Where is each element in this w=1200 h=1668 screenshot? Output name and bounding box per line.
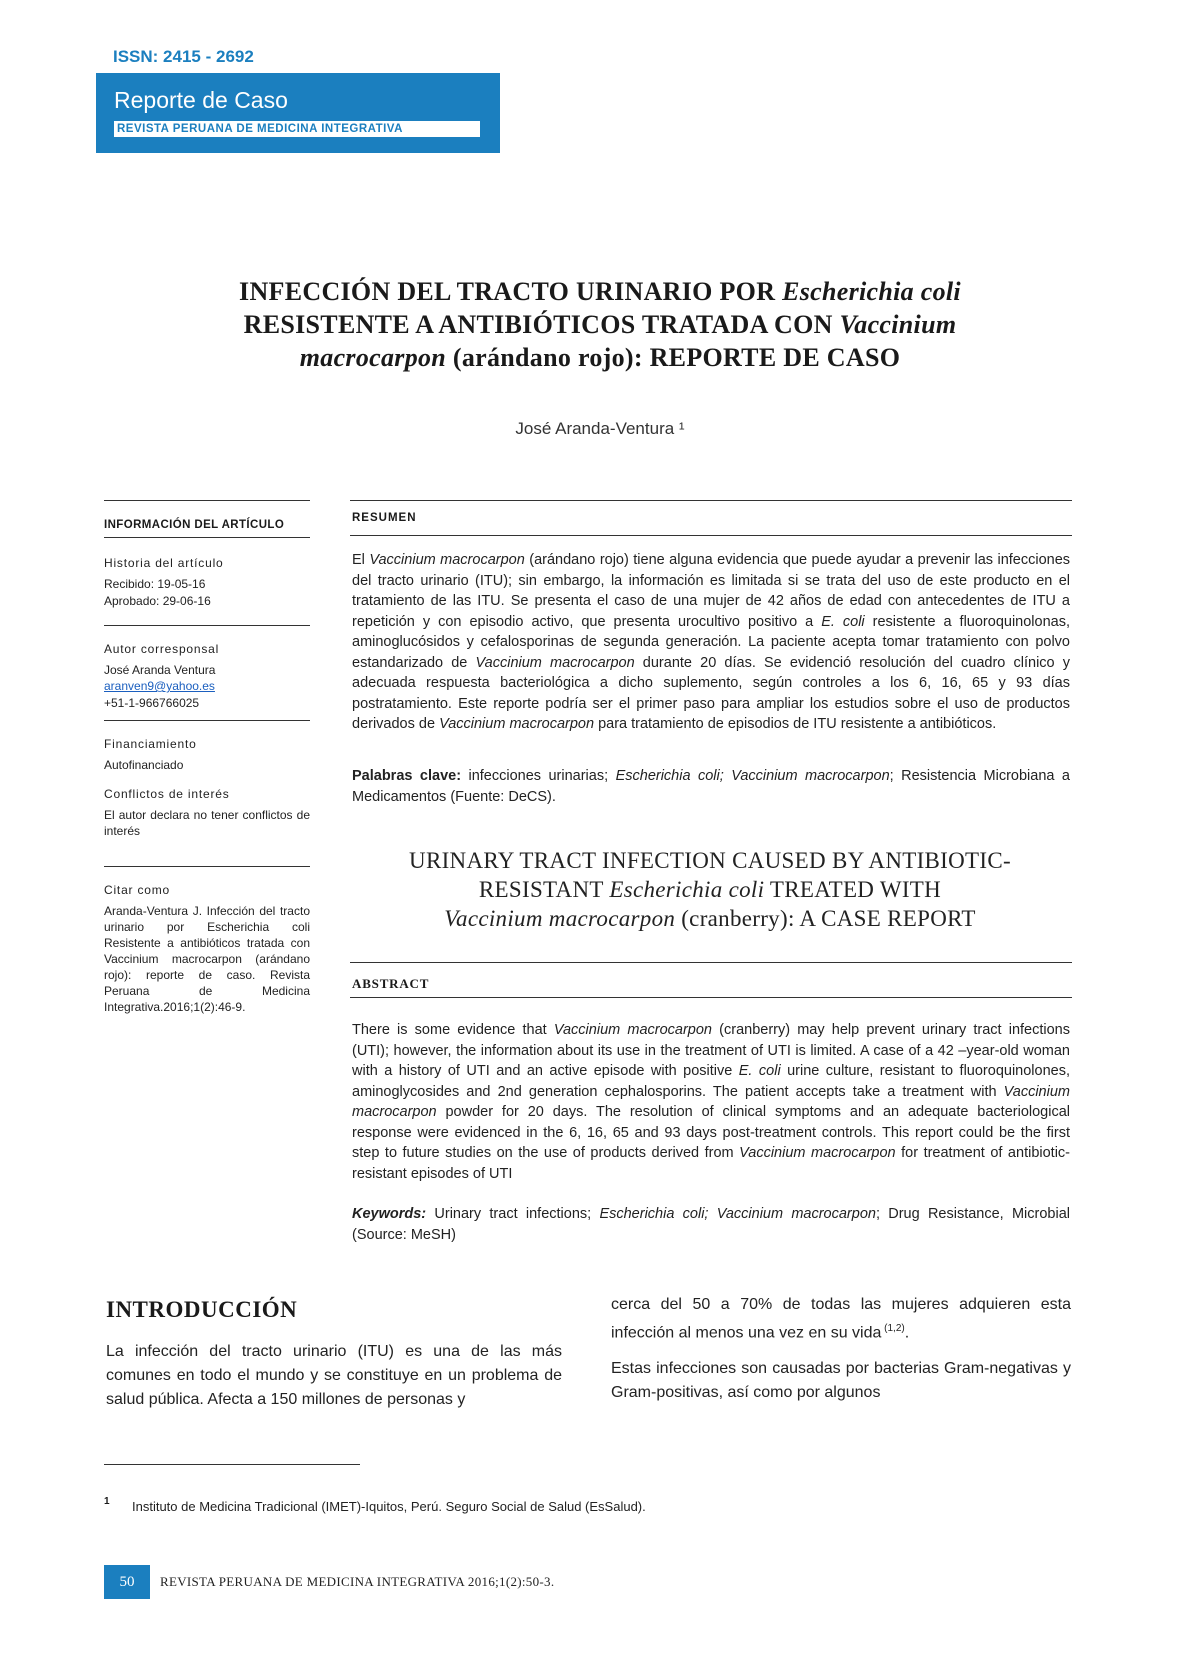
- abstract-heading: ABSTRACT: [352, 976, 430, 991]
- divider: [104, 866, 310, 867]
- footnote-text: Instituto de Medicina Tradicional (IMET)-Iquitos, Perú. Seguro Social de Salud (EsSalud).: [132, 1499, 646, 1514]
- keywords-label: Palabras clave:: [352, 768, 462, 784]
- author: José Aranda-Ventura ¹: [515, 419, 685, 438]
- resumen-heading: RESUMEN: [352, 512, 417, 524]
- text-run: powder for 20 days. The resolution of clinical symptoms and an adequate bacteriological response were evidenced in the 6, 16, 65 and 93 days post-treatment controls. This report could be the first step to future studies on the use of products derived from: [352, 1104, 1070, 1161]
- text-italic: Escherichia coli; Vaccinium macrocarpon: [599, 1206, 876, 1222]
- title-italic: Vaccinium: [839, 310, 957, 339]
- text-run: for treatment of antibiotic-resistant episodes of UTI: [352, 1145, 1070, 1182]
- title-text: RESISTENTE A ANTIBIÓTICOS TRATADA CON: [243, 310, 840, 339]
- title-text: RESISTANT: [478, 877, 610, 902]
- text-italic: E. coli: [821, 613, 865, 630]
- corresponding-heading: Autor corresponsal: [104, 642, 220, 656]
- received-date: Recibido: 19-05-16: [104, 577, 206, 591]
- resumen-text: [352, 550, 1070, 735]
- text-run: ; Resistencia Microbiana a Medicamentos (Fuente: DeCS).: [352, 768, 1070, 805]
- footnote-mark: 1: [104, 1496, 110, 1507]
- text-run: (cranberry) may help prevent urinary tract infections (UTI); however, the information about its use in the treatment of UTI is limited. A case of a 42 –year-old woman with a history of UTI and an active episode with positive: [352, 1022, 1070, 1079]
- footer-journal: REVISTA PERUANA DE MEDICINA INTEGRATIVA 2016;1(2):50-3.: [160, 1574, 555, 1589]
- text-run: cerca del 50 a 70% de todas las mujeres adquieren esta infección al menos una vez en su vida: [611, 1296, 1071, 1342]
- conflicts-heading: Conflictos de interés: [104, 787, 230, 801]
- intro-paragraph-1: La infección del tracto urinario (ITU) es una de las más comunes en todo el mundo y se constituye en un problema de salud pública. Afecta a 150 millones de personas y: [106, 1343, 562, 1408]
- text-run: resistente a fluoroquinolonas, aminoglucósidos y cefalosporinas de segunda generación. La paciente acepta tomar tratamiento con polvo estandarizado de: [352, 613, 1070, 671]
- text-run: durante 20 días. Se evidenció resolución del cuadro clínico y adecuada respuesta bacteriológica a dicho suplemento, según controles a los 6, 16, 65 y 93 días postratamiento. Este reporte podría ser el primer paso para ampliar los estudios sobre el uso de productos derivados de: [352, 654, 1071, 732]
- issn: ISSN: 2415 - 2692: [113, 47, 254, 66]
- text-run: .: [904, 1324, 910, 1342]
- text-italic: Vaccinium macrocarpon: [475, 654, 635, 671]
- text-run: urine culture, resistant to fluoroquinolones, aminoglycosides and 2nd generation cephalosporins. The patient accepts take a treatment with: [352, 1063, 1070, 1100]
- approved-date: Aprobado: 29-06-16: [104, 594, 211, 608]
- title-text: URINARY TRACT INFECTION CAUSED BY ANTIBIOTIC-: [409, 848, 1011, 873]
- title-text: INFECCIÓN DEL TRACTO URINARIO POR: [239, 277, 783, 306]
- title-italic: Escherichia coli: [782, 277, 961, 306]
- corresponding-name: José Aranda Ventura: [104, 663, 216, 677]
- funding-value: Autofinanciado: [104, 758, 184, 772]
- intro-paragraph-2: [611, 1293, 1071, 1345]
- divider: [350, 962, 1072, 963]
- text-italic: E. coli: [738, 1063, 781, 1079]
- text-italic: Vaccinium macrocarpon: [369, 552, 525, 568]
- divider: [350, 500, 1072, 501]
- section-label: Reporte de Caso: [114, 87, 288, 113]
- text-run: infecciones urinarias;: [461, 768, 616, 784]
- resumen-keywords: [352, 766, 1070, 807]
- text-italic: Vaccinium macrocarpon: [553, 1022, 712, 1038]
- history-heading: Historia del artículo: [104, 556, 224, 570]
- text-run: Urinary tract infections;: [426, 1206, 600, 1222]
- page-number: 50: [104, 1565, 150, 1599]
- abstract-keywords: [352, 1204, 1070, 1245]
- text-run: El: [352, 552, 370, 568]
- keywords-label: Keywords:: [352, 1206, 427, 1222]
- text-italic: Escherichia coli; Vaccinium macrocarpon: [615, 768, 890, 784]
- intro-paragraph-3: Estas infecciones son causadas por bacterias Gram-negativas y Gram-positivas, así como por algunos: [611, 1360, 1071, 1401]
- text-run: There is some evidence that: [352, 1022, 554, 1038]
- divider: [104, 625, 310, 626]
- title-italic: Vaccinium macrocarpon: [444, 906, 676, 931]
- title-italic: Escherichia coli: [609, 877, 765, 902]
- info-heading: INFORMACIÓN DEL ARTÍCULO: [104, 519, 285, 531]
- corresponding-email-link[interactable]: aranven9@yahoo.es: [104, 679, 215, 693]
- divider: [350, 997, 1072, 998]
- text-run: ; Drug Resistance, Microbial (Source: MeSH): [352, 1206, 1070, 1243]
- title-italic: macrocarpon: [299, 343, 447, 372]
- divider: [104, 537, 310, 538]
- title-text: (cranberry): A CASE REPORT: [675, 906, 976, 931]
- divider: [350, 535, 1072, 536]
- section-banner: [96, 73, 500, 153]
- footnote-rule: [104, 1464, 360, 1465]
- text-italic: Vaccinium macrocarpon: [739, 1145, 896, 1161]
- text-italic: Vaccinium macrocarpon: [439, 716, 595, 732]
- funding-heading: Financiamiento: [104, 737, 197, 751]
- article-title: [150, 275, 1050, 374]
- title-text: (arándano rojo): REPORTE DE CASO: [446, 343, 901, 372]
- reference-mark: (1,2): [881, 1323, 905, 1334]
- text-italic: Vaccinium macrocarpon: [352, 1083, 1070, 1120]
- text-run: (arándano rojo) tiene alguna evidencia que puede ayudar a prevenir las infecciones del tracto urinario (ITU); sin embargo, la información es limitada si se trata del uso de este producto en el tratamiento de las ITU. Se presenta el caso de una mujer de 42 años de edad con antecedentes de ITU a repetición y con episodio activo, que presenta urocultivo positivo a: [352, 552, 1071, 630]
- journal-banner: REVISTA PERUANA DE MEDICINA INTEGRATIVA: [114, 121, 480, 137]
- title-text: TREATED WITH: [764, 877, 942, 902]
- conflicts-value: El autor declara no tener conflictos de interés: [104, 808, 310, 838]
- cite-heading: Citar como: [104, 883, 171, 897]
- cite-value: Aranda-Ventura J. Infección del tracto urinario por Escherichia coli Resistente a antibióticos tratada con Vaccinium macrocarpon (arándano rojo): reporte de caso. Revista Peruana de Medicina Integrativa.2016;1(2):46-9.: [104, 904, 310, 1014]
- corresponding-phone: +51-1-966766025: [104, 696, 200, 710]
- divider: [104, 500, 310, 501]
- english-title: [350, 846, 1070, 933]
- intro-heading: INTRODUCCIÓN: [106, 1297, 298, 1322]
- divider: [104, 720, 310, 721]
- text-run: para tratamiento de episodios de ITU resistente a antibióticos.: [594, 716, 997, 732]
- abstract-text: [352, 1020, 1070, 1184]
